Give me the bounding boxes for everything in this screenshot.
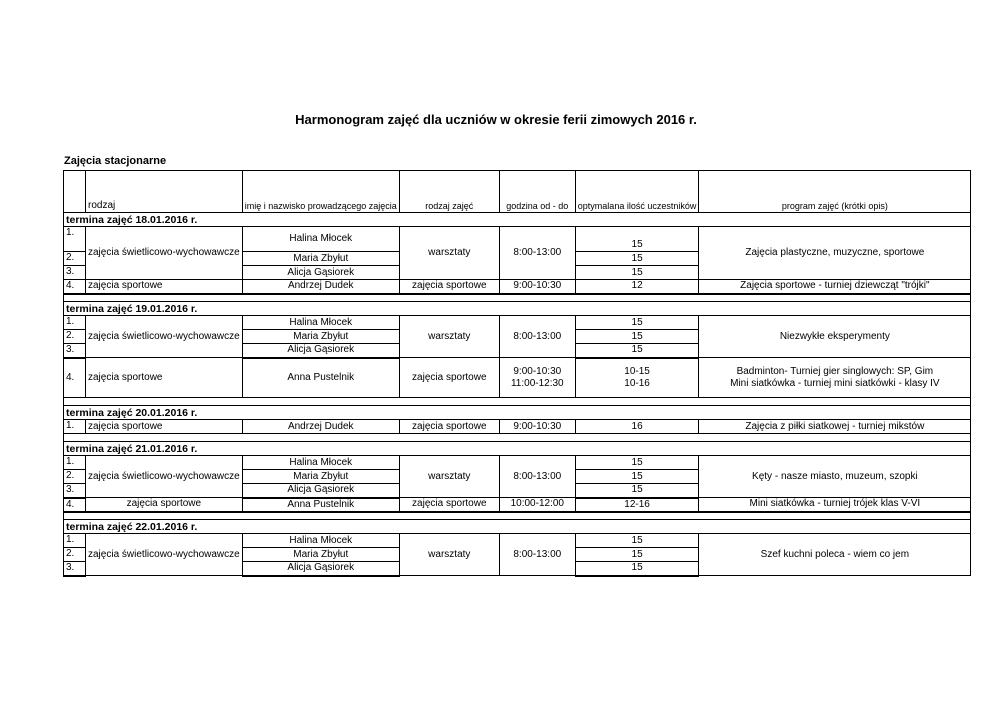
activity-type: zajęcia świetlicowo-wychowawcze [86,316,243,358]
header-num [64,171,86,213]
row-number: 1. [64,534,86,548]
instructor-name: Andrzej Dudek [242,280,399,294]
spacer-row [64,512,971,520]
table-row [64,456,971,470]
table-row [64,280,971,294]
program-description [699,358,971,398]
instructor-name: Alicja Gąsiorek [242,266,399,280]
activity-type: zajęcia świetlicowo-wychowawcze [86,227,243,280]
participants-count: 15 [575,344,699,358]
time-range: 9:00-10:30 [499,280,575,294]
participants-count: 15 [575,330,699,344]
row-number: 3. [64,266,86,280]
row-number: 1. [64,456,86,470]
activity-kind: zajęcia sportowe [399,498,499,512]
table-row [64,358,971,398]
instructor-name: Halina Młocek [242,456,399,470]
instructor-name: Alicja Gąsiorek [242,344,399,358]
program-description: Zajęcia plastyczne, muzyczne, sportowe [699,227,971,280]
instructor-name: Maria Zbyłut [242,470,399,484]
section-date-row [64,213,971,227]
activity-kind: zajęcia sportowe [399,358,499,398]
program-description: Zajęcia z piłki siatkowej - turniej mikstów [699,420,971,434]
participants-count: 15 [575,456,699,470]
row-number: 1. [64,420,86,434]
section-date: termina zajęć 19.01.2016 r. [64,302,971,316]
section-date-row [64,520,971,534]
participants-count: 15 [575,252,699,266]
activity-type: zajęcia sportowe [86,358,243,398]
activity-kind: warsztaty [399,534,499,576]
participants-count: 12 [575,280,699,294]
row-number: 3. [64,562,86,576]
participants-count: 15 [575,548,699,562]
row-number: 2. [64,330,86,344]
time-range-2: 11:00-12:30 [510,377,564,389]
time-range: 8:00-13:00 [499,316,575,358]
participants-count: 16 [575,420,699,434]
participants-count [575,358,699,398]
program-description: Mini siatkówka - turniej trójek klas V-VI [699,498,971,512]
program-description: Niezwykłe eksperymenty [699,316,971,358]
activity-type: zajęcia sportowe [86,420,243,434]
row-number: 4. [64,358,86,398]
instructor-name: Maria Zbyłut [242,330,399,344]
participants-count: 15 [575,534,699,548]
row-number: 4. [64,280,86,294]
header-rodzaj: rodzaj [86,171,243,213]
spacer-row [64,398,971,406]
table-row [64,498,971,512]
instructor-name: Halina Młocek [242,534,399,548]
time-range: 8:00-13:00 [499,534,575,576]
table-row [64,227,971,252]
activity-kind: warsztaty [399,316,499,358]
instructor-name: Halina Młocek [242,316,399,330]
time-range: 8:00-13:00 [499,456,575,498]
program-description: Kęty - nasze miasto, muzeum, szopki [699,456,971,498]
table-row [64,420,971,434]
instructor-name: Alicja Gąsiorek [242,562,399,576]
participants-count: 15 [575,484,699,498]
row-number: 3. [64,344,86,358]
table-row [64,534,971,548]
time-range [499,358,575,398]
spacer-row [64,434,971,442]
section-date-row [64,302,971,316]
table-row [64,316,971,330]
time-range: 8:00-13:00 [499,227,575,280]
program-line-1: Badminton- Turniej gier singlowych: SP, Gim [736,365,934,377]
instructor-name: Alicja Gąsiorek [242,484,399,498]
row-number: 1. [64,227,86,252]
header-ilosc: optymalana ilość uczestników [575,171,699,213]
instructor-name: Maria Zbyłut [242,548,399,562]
section-date: termina zajęć 20.01.2016 r. [64,406,971,420]
row-number: 1. [64,316,86,330]
time-range-1: 9:00-10:30 [513,365,562,377]
page-title: Harmonogram zajęć dla uczniów w okresie ferii zimowych 2016 r. [295,112,697,127]
participants-count: 15 [575,227,699,252]
activity-kind: zajęcia sportowe [399,420,499,434]
participants-count: 15 [575,562,699,576]
participants-count: 15 [575,266,699,280]
activity-kind: warsztaty [399,456,499,498]
header-godzina: godzina od - do [499,171,575,213]
instructor-name: Maria Zbyłut [242,252,399,266]
row-number: 2. [64,548,86,562]
row-number: 3. [64,484,86,498]
row-number: 2. [64,252,86,266]
section-date: termina zajęć 18.01.2016 r. [64,213,971,227]
instructor-name: Anna Pustelnik [242,498,399,512]
section-date-row [64,442,971,456]
participants-count-1: 10-15 [624,365,650,377]
participants-count: 12-16 [575,498,699,512]
spacer-row [64,294,971,302]
activity-kind: zajęcia sportowe [399,280,499,294]
header-prowadzacy: imię i nazwisko prowadzącego zajęcia [242,171,399,213]
program-line-2: Mini siatkówka - turniej mini siatkówki - klasy IV [730,377,940,389]
participants-count-2: 10-16 [624,377,650,389]
row-number: 2. [64,470,86,484]
activity-type: zajęcia świetlicowo-wychowawcze [86,534,243,576]
header-rodzaj-zajec: rodzaj zajęć [399,171,499,213]
time-range: 9:00-10:30 [499,420,575,434]
schedule-table [63,170,971,577]
activity-type: zajęcia sportowe [86,280,243,294]
activity-type: zajęcia sportowe [86,498,243,512]
header-program: program zajęć (krótki opis) [699,171,971,213]
activity-type: zajęcia świetlicowo-wychowawcze [86,456,243,498]
section-date: termina zajęć 21.01.2016 r. [64,442,971,456]
instructor-name: Andrzej Dudek [242,420,399,434]
section-subtitle: Zajęcia stacjonarne [64,155,167,167]
row-number: 4. [64,498,86,512]
program-description: Szef kuchni poleca - wiem co jem [699,534,971,576]
instructor-name: Halina Młocek [242,227,399,252]
table-header-row [64,171,971,213]
activity-kind: warsztaty [399,227,499,280]
section-date: termina zajęć 22.01.2016 r. [64,520,971,534]
participants-count: 15 [575,470,699,484]
participants-count: 15 [575,316,699,330]
time-range: 10:00-12:00 [499,498,575,512]
section-date-row [64,406,971,420]
program-description: Zajęcia sportowe - turniej dziewcząt "trójki" [699,280,971,294]
instructor-name: Anna Pustelnik [242,358,399,398]
